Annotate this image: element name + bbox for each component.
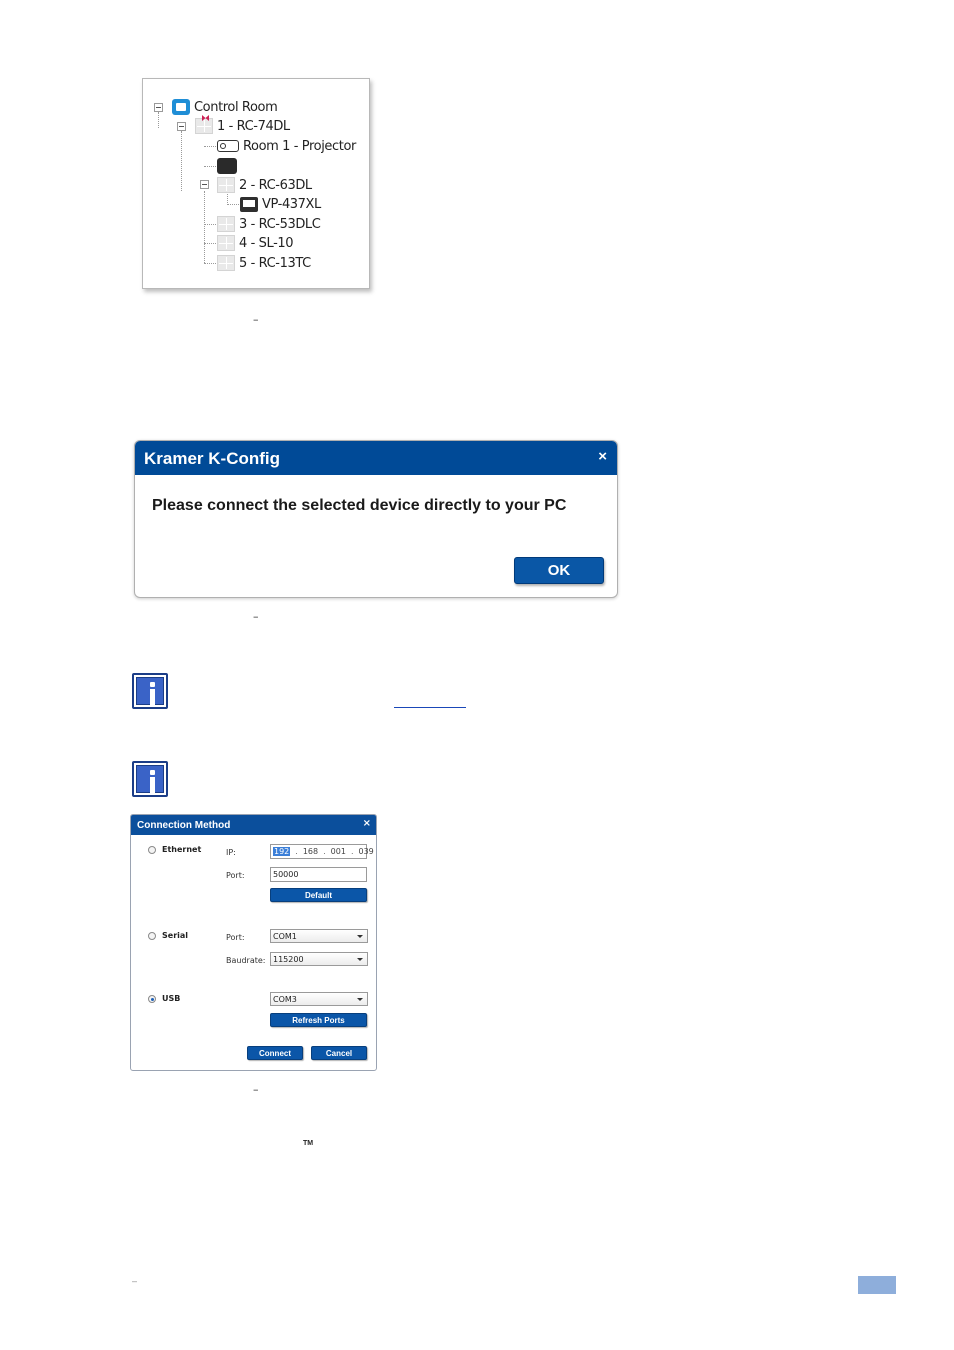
footer-dash: – — [132, 1276, 138, 1286]
kconfig-dialog — [134, 440, 618, 598]
ethernet-label: Ethernet — [162, 845, 202, 854]
tree-item-label: 5 - RC-13TC — [239, 255, 311, 271]
keypad-icon — [217, 255, 235, 271]
tree-connector — [158, 112, 159, 128]
dialog-title: Kramer K-Config — [144, 449, 281, 468]
keypad-icon — [217, 235, 235, 251]
collapse-icon[interactable] — [200, 180, 209, 189]
refresh-ports-button[interactable]: Refresh Ports — [270, 1013, 367, 1027]
dialog-title: Connection Method — [137, 820, 231, 831]
serial-port-select[interactable] — [270, 929, 368, 943]
hyperlink-underline[interactable] — [394, 707, 466, 708]
tree-connector — [204, 146, 216, 147]
ethernet-radio[interactable] — [148, 846, 156, 854]
tree-item-device[interactable] — [217, 157, 241, 175]
tree-item-label: 1 - RC-74DL — [217, 118, 290, 134]
figure-caption-dash: – — [253, 610, 259, 623]
connect-button[interactable]: Connect — [247, 1046, 303, 1060]
chevron-down-icon — [357, 998, 363, 1001]
baudrate-select[interactable] — [270, 952, 368, 966]
ethernet-port-field[interactable]: 50000 — [270, 867, 367, 882]
usb-label: USB — [162, 994, 181, 1003]
tree-connector — [204, 224, 216, 225]
ip-octet: 001 — [330, 847, 346, 856]
cancel-button[interactable]: Cancel — [311, 1046, 367, 1060]
tree-connector — [204, 243, 216, 244]
ip-label: IP: — [226, 848, 236, 857]
trademark-symbol: TM — [303, 1140, 314, 1147]
projector-icon — [217, 140, 239, 152]
tree-item-sl-10[interactable] — [217, 234, 293, 252]
tree-connector — [204, 166, 216, 167]
tree-item-label: Room 1 - Projector — [243, 138, 356, 154]
chevron-down-icon — [357, 935, 363, 938]
tree-item-rc-13tc[interactable] — [217, 254, 311, 272]
tree-item-label: VP-437XL — [262, 196, 321, 212]
tree-connector — [181, 131, 182, 191]
room-icon — [172, 99, 190, 115]
scaler-icon — [240, 197, 258, 212]
tree-item-rc-63dl[interactable] — [217, 176, 312, 194]
chevron-down-icon — [357, 958, 363, 961]
collapse-icon[interactable] — [154, 103, 163, 112]
info-icon — [132, 673, 168, 709]
baudrate-value: 115200 — [273, 954, 304, 964]
figure-caption-dash: – — [253, 1083, 259, 1096]
tree-item-label: 4 - SL-10 — [239, 235, 294, 251]
default-button[interactable]: Default — [270, 888, 367, 902]
close-icon[interactable]: × — [598, 448, 607, 465]
serial-port-label: Port: — [226, 933, 245, 942]
usb-port-value: COM3 — [273, 994, 297, 1004]
usb-port-select[interactable] — [270, 992, 368, 1006]
connection-method-dialog — [130, 814, 377, 1071]
keypad-icon — [217, 216, 235, 232]
tree-item-rc-74dl[interactable] — [195, 117, 290, 135]
serial-port-value: COM1 — [273, 931, 297, 941]
serial-radio[interactable] — [148, 932, 156, 940]
ip-octet: 039 — [358, 847, 374, 856]
ip-octet: 192 — [274, 847, 290, 856]
ok-button[interactable]: OK — [514, 557, 604, 584]
tree-item-label: Control Room — [194, 99, 278, 115]
close-icon[interactable]: × — [362, 818, 371, 829]
dialog-message: Please connect the selected device directly to your PC — [152, 497, 567, 514]
tree-item-rc-53dlc[interactable] — [217, 215, 320, 233]
info-icon — [132, 761, 168, 797]
tree-connector — [204, 191, 205, 263]
ethernet-port-label: Port: — [226, 871, 245, 880]
usb-radio[interactable] — [148, 995, 156, 1003]
serial-label: Serial — [162, 931, 189, 940]
baudrate-label: Baudrate: — [226, 956, 266, 965]
page-number-tab — [858, 1276, 896, 1294]
tree-item-room1-projector[interactable] — [217, 137, 356, 155]
tree-item-vp-437xl[interactable] — [240, 195, 321, 213]
figure-caption-dash: – — [253, 313, 259, 326]
tree-connector — [227, 204, 239, 205]
device-icon — [217, 158, 237, 174]
tree-item-label: 2 - RC-63DL — [239, 177, 312, 193]
tree-connector — [204, 263, 216, 264]
tree-item-label: 3 - RC-53DLC — [239, 216, 321, 232]
dialog-titlebar — [135, 441, 617, 475]
ip-octet: 168 — [302, 847, 319, 856]
device-tree-panel — [142, 78, 370, 289]
collapse-icon[interactable] — [177, 122, 186, 131]
ip-address-field[interactable]: 192 . 168 . 001 . 039 — [270, 844, 367, 859]
keypad-icon — [195, 118, 213, 134]
tree-item-control-room[interactable] — [172, 98, 277, 116]
dialog-titlebar — [131, 815, 376, 835]
keypad-icon — [217, 177, 235, 193]
